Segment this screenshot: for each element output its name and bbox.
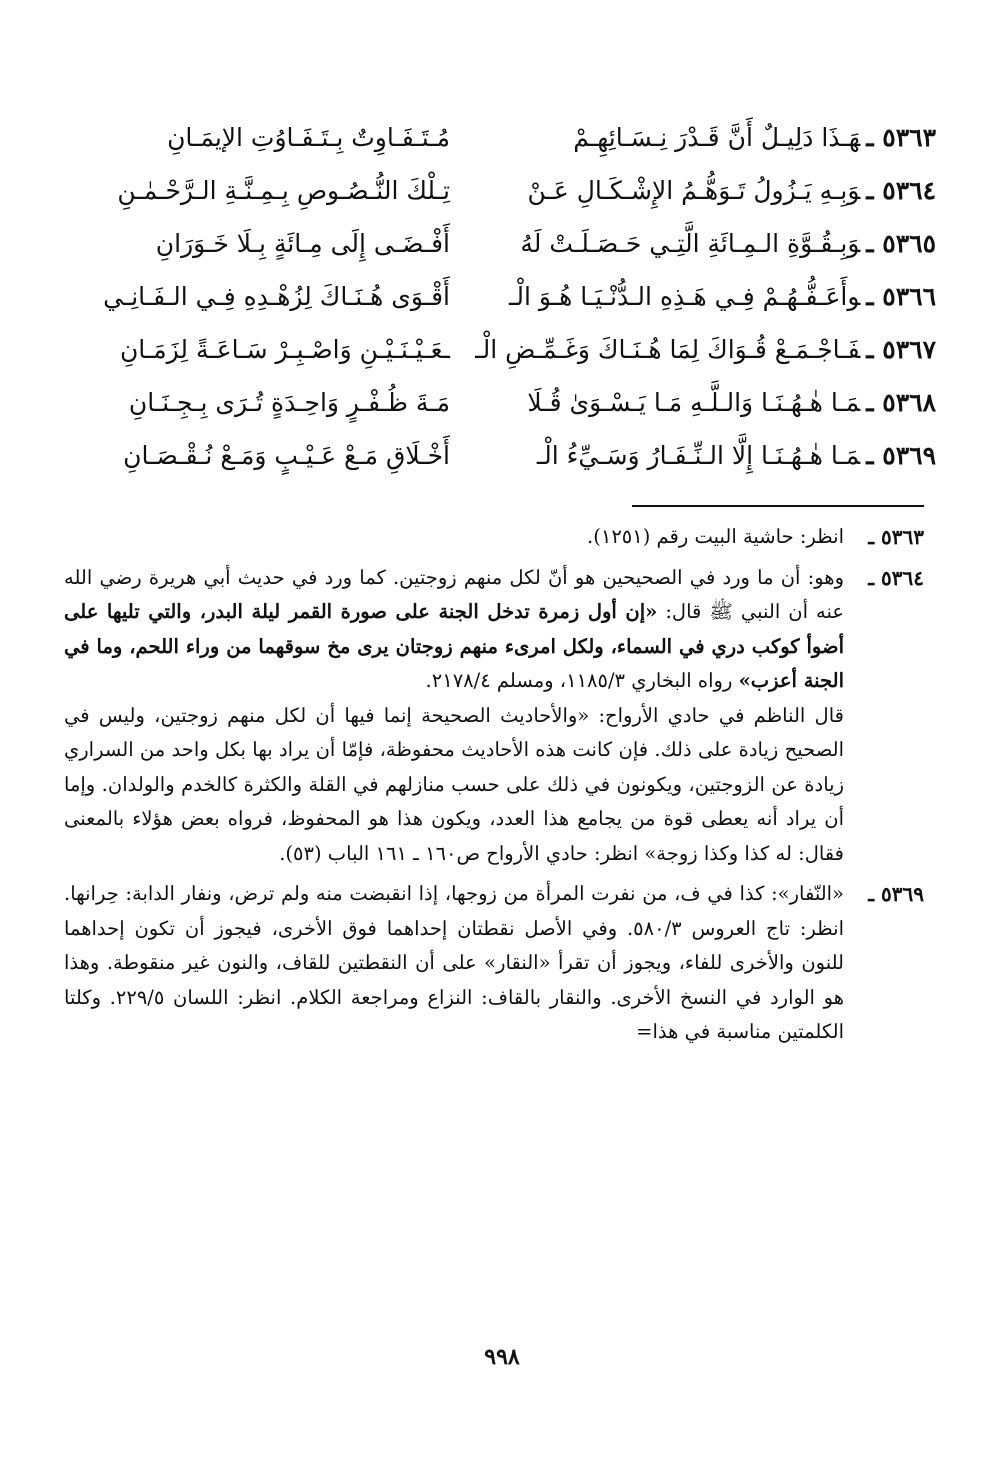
verse-number: ٥٣٦٧ ـ bbox=[866, 335, 936, 364]
footnote-text bbox=[64, 561, 844, 699]
verse-text: وَبِـقُـوَّةِ الـمِـائَةِ الَّتِـي حَـصَـلَـتْ لَهُ bbox=[520, 229, 861, 258]
verse-text: فَـاجْـمَـعْ قُـوَاكَ لِمَا هُـنَـاكَ وَغَـمِّـضِ الْـ bbox=[475, 335, 861, 364]
poem-verses bbox=[60, 112, 936, 483]
verse-first-hemistich bbox=[496, 171, 936, 211]
verse-first-hemistich bbox=[475, 330, 936, 370]
verse-text: وَبِـهِ يَـزُولُ تَـوَهُّـمُ الإِشْـكَـالِ عَـنْ bbox=[527, 176, 861, 205]
footnote-intro: وهو: أن ما ورد في الصحيحين هو أنّ لكل منهم زوجتين. كما ورد في حديث أبي هريرة رضي الله عنه أن النبي ﷺ قال: bbox=[64, 565, 844, 623]
page-number: ٩٩٨ bbox=[484, 1344, 520, 1370]
verse-row bbox=[60, 324, 936, 377]
footnote-number: ٥٣٦٤ ـ bbox=[868, 565, 924, 590]
verse-second-hemistich: ـعَـيْـنَـيْـنِ وَاصْـبِـرْ سَـاعَـةً لِزَمَـانِ bbox=[119, 335, 450, 364]
footnote-separator bbox=[632, 505, 924, 507]
verse-text: مَـا هٰـهُـنَـا إِلَّا الـنِّـفَـارُ وَسَـيِّءُ الْـ bbox=[536, 441, 861, 470]
verse-row bbox=[60, 218, 936, 271]
footnote-commentary: قال الناظم في حادي الأرواح: «والأحاديث الصحيحة إنما فيها أن لكل منهم زوجتين، وليس في الصحيح زيادة على ذلك. فإن كانت هذه الأحاديث محفوظة، فإمّا أن يراد بها بكل واحد من السراري زيادة عن الزوجتين، ويكونون في ذلك على حسب منازلهم في القلة والكثرة كالخدم والولدان. وإما أن يراد أنه يعطى قوة من يجامع هذا العدد، ويكون هذا هو المحفوظ، فرواه بعض هؤلاء بالمعنى فقال: له كذا وكذا زوجة» انظر: حادي الأرواح ص١٦٠ ـ ١٦١ الباب (٥٣). bbox=[64, 703, 844, 865]
footnote bbox=[64, 561, 924, 872]
verse-first-hemistich bbox=[496, 224, 936, 264]
footnote-text: «النّفار»: كذا في ف، من نفرت المرأة من زوجها، إذا انقبضت منه ولم ترض، ونفار الدابة: حِرانها. انظر: تاج العروس ٥٨٠/٣. وفي الأصل نقطتان إحداهما فوق الأخرى، فيجوز أن تكون إحداهما للنون والأخرى للفاء، ويجوز أن تقرأ «النقار» على أن النقطتين للقاف، والنون غير منقوطة. وهذا هو الوارد في النسخ الأخرى. والنقار بالقاف: النزاع ومراجعة الكلام. انظر: اللسان ٢٢٩/٥. وكلتا الكلمتين مناسبة في هذا= bbox=[64, 882, 845, 1043]
verse-second-hemistich: أَخْـلَاقِ مَـعْ عَـيْـبٍ وَمَـعْ نُـقْـصَـانِ bbox=[123, 441, 450, 470]
hadith-reference: رواه البخاري ١١٨٥/٣، ومسلم ٢١٧٨/٤. bbox=[425, 669, 739, 692]
footnote-number: ٥٣٦٣ ـ bbox=[868, 525, 924, 549]
verse-second-hemistich: تِـلْكَ النُّـصُـوصِ بِـمِـنَّـةِ الـرَّحْـمٰـنِ bbox=[117, 176, 450, 205]
verse-first-hemistich bbox=[496, 436, 936, 476]
verse-number: ٥٣٦٨ ـ bbox=[866, 388, 936, 417]
verse-row bbox=[60, 165, 936, 218]
verse-second-hemistich: أَقْـوَى هُـنَـاكَ لِزُهْـدِهِ فِـي الـفَـانِـي bbox=[103, 282, 450, 311]
footnotes bbox=[64, 520, 924, 1056]
footnote bbox=[64, 520, 924, 555]
verse-row bbox=[60, 112, 936, 165]
footnote-number: ٥٣٦٩ ـ bbox=[868, 882, 924, 906]
verse-text: وأَعَـفُّـهُـمْ فِـي هَـذِهِ الـدُّنْـيَـا هُـوَ الْـ bbox=[509, 282, 861, 311]
verse-text: هَـذَا دَلِيـلٌ أَنَّ قَـدْرَ نِـسَـائِهِـمْ bbox=[573, 123, 861, 152]
verse-number: ٥٣٦٤ ـ bbox=[866, 176, 936, 205]
verse-number: ٥٣٦٩ ـ bbox=[866, 441, 936, 470]
footnote-text: انظر: حاشية البيت رقم (١٢٥١). bbox=[587, 525, 844, 548]
verse-second-hemistich: مُـتَـفَـاوِتٌ بِـتَـفَـاوُتِ الإيمَـانِ bbox=[167, 123, 450, 152]
verse-row bbox=[60, 271, 936, 324]
verse-second-hemistich: مَـةَ ظُـفْـرٍ وَاحِـدَةٍ تُـرَى بِـجِـنَـانِ bbox=[128, 388, 450, 417]
footnote bbox=[64, 877, 924, 1050]
verse-text: مَـا هٰـهُـنَـا وَالـلَّـهِ مَـا يَـسْـوَىٰ قُـلَا bbox=[527, 388, 861, 417]
verse-row bbox=[60, 430, 936, 483]
verse-number: ٥٣٦٥ ـ bbox=[866, 229, 936, 258]
verse-first-hemistich bbox=[496, 277, 936, 317]
verse-second-hemistich: أَفْـضَـى إِلَى مِـائَةٍ بِـلَا خَـوَرَانِ bbox=[155, 229, 450, 258]
verse-row bbox=[60, 377, 936, 430]
verse-number: ٥٣٦٦ ـ bbox=[866, 282, 936, 311]
verse-first-hemistich bbox=[496, 383, 936, 423]
verse-number: ٥٣٦٣ ـ bbox=[866, 123, 936, 152]
verse-first-hemistich bbox=[496, 118, 936, 158]
hadith-quote: «إن أول زمرة تدخل الجنة على صورة القمر ليلة البدر، والتي تليها على أضوأ كوكب دري في السماء، ولكل امرىء منهم زوجتان يرى مخ سوقهما من وراء اللحم، وما في الجنة أعزب» bbox=[64, 600, 844, 692]
